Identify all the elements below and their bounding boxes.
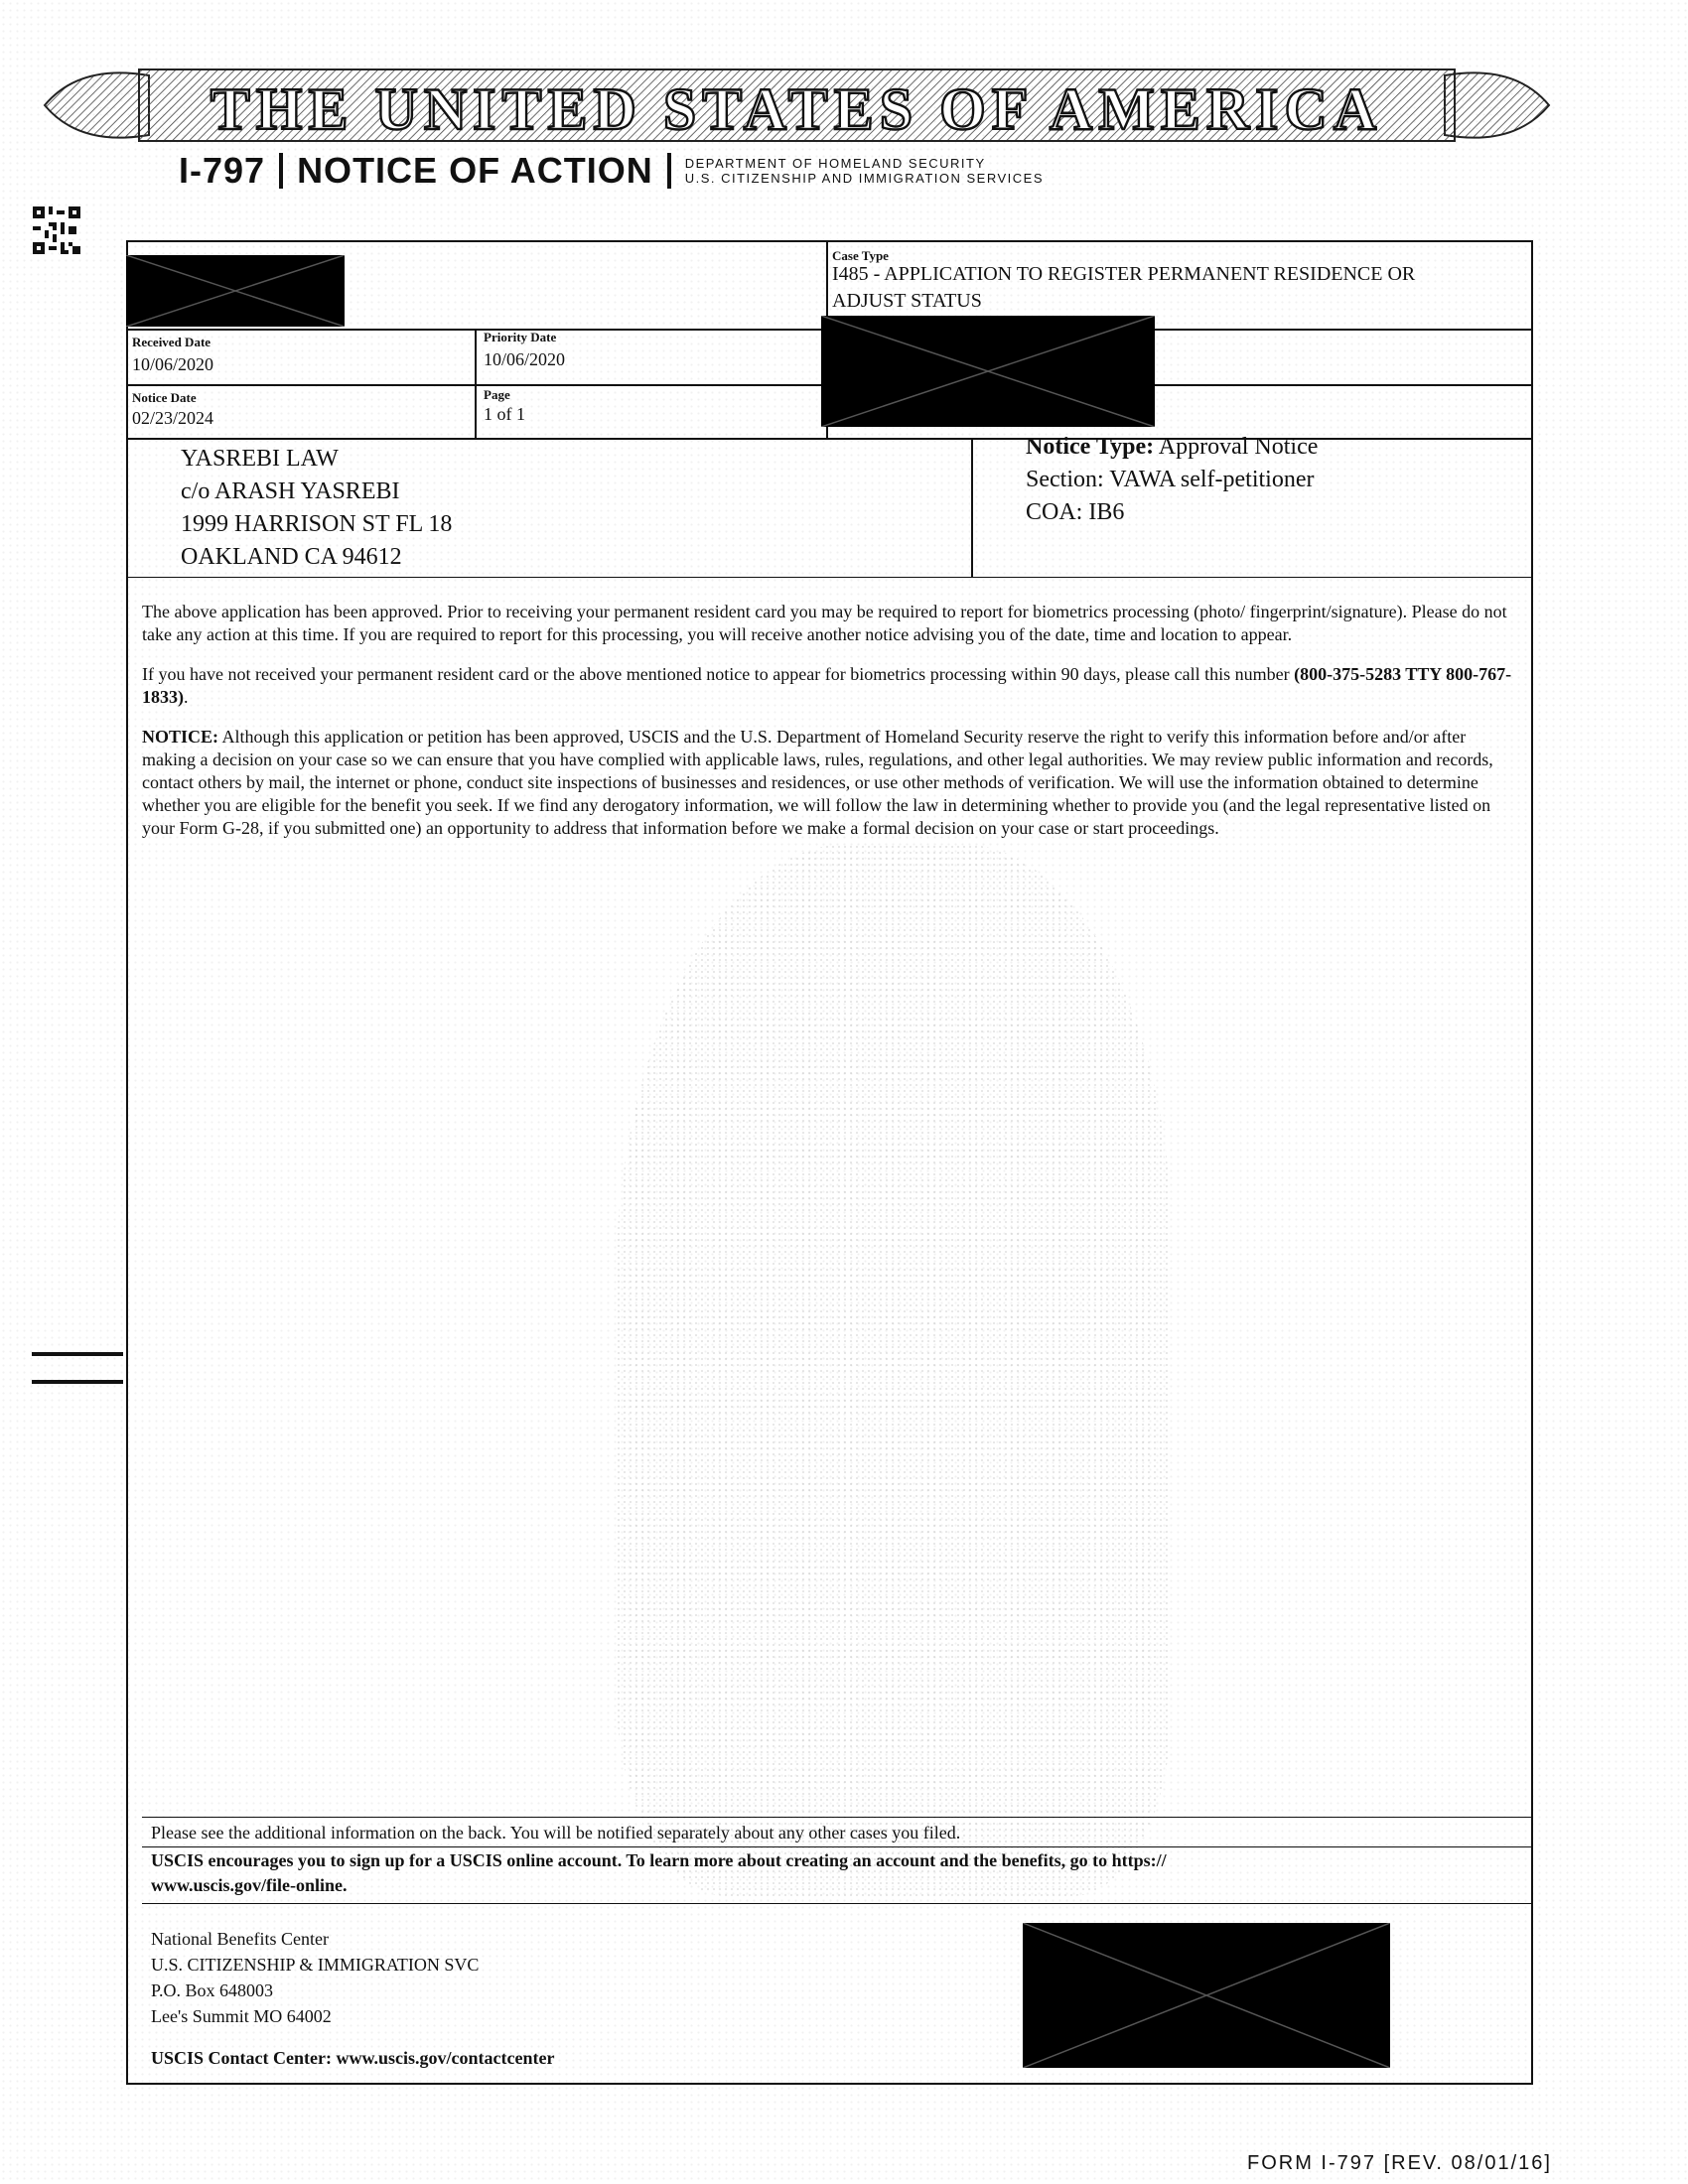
contact-paragraph [142,663,1522,709]
contact-paragraph-text: If you have not received your permanent resident card or the above mentioned notice to appear for biometrics processing within 90 days, please call this number [142,664,1295,684]
recipient-line-3: 1999 HARRISON ST FL 18 [181,511,453,537]
verification-notice-paragraph [142,726,1522,840]
banner-left-ornament [45,72,149,137]
online-account-line-1: USCIS encourages you to sign up for a USCIS online account. To learn more about creating an account and the benefits, go to https:// [151,1850,1167,1870]
redaction-cross-icon [821,316,1155,427]
recipient-line-4: OAKLAND CA 94612 [181,544,402,570]
notice-heading [179,147,1044,195]
sender-line-3: P.O. Box 648003 [151,1980,274,2000]
notice-text: Although this application or petition has been approved, USCIS and the U.S. Department of Homeland Security reserve the right to verify this information before and/or after making a decision on your case so we can ensure that you have complied with applicable laws, rules, regulations, and other legal authorities. We may review public information and records, contact others by mail, the internet or phone, conduct site inspections of businesses and residences, or use other methods of verification. We will use the information obtained to determine whether you are eligible for the benefit you seek. If we find any derogatory information, we will follow the law in determining whether to provide you (and the legal representative listed on your Form G-28, if you submitted one) an opportunity to address that information before we make a formal decision on your case or start proceedings. [142,727,1493,838]
redaction-box [821,316,1155,427]
page-cell [476,385,827,439]
sender-line-2: U.S. CITIZENSHIP & IMMIGRATION SVC [151,1955,480,1975]
page-value: 1 of 1 [484,404,525,424]
document-banner [40,54,1554,153]
back-info-text: Please see the additional information on the back. You will be notified separately about any other cases you filed. [151,1823,961,1843]
agency-name [685,156,1044,186]
contact-center-link[interactable]: USCIS Contact Center: www.uscis.gov/contactcenter [151,2048,555,2068]
recipient-address [181,443,452,574]
page-label: Page [484,387,510,402]
notice-label: NOTICE: [142,727,219,747]
heading-divider [667,153,671,189]
banner-title: THE UNITED STATES OF AMERICA [210,76,1383,142]
form-id: I-797 [179,150,266,191]
sender-line-1: National Benefits Center [151,1929,329,1949]
fold-mark [32,1380,123,1384]
barcode-icon [33,206,80,254]
recipient-line-1: YASREBI LAW [181,446,339,472]
redaction-box [126,255,345,327]
notice-of-action-title: NOTICE OF ACTION [297,150,653,191]
approval-paragraph: The above application has been approved. Prior to receiving your permanent resident card you may be required to report for biometrics processing (photo/ fingerprint/signature). Please do not take any action at this time. If you are required to report for this processing, you will receive another notice advising you of the date, time and location to appear. [142,602,1507,644]
heading-divider [279,153,283,189]
sender-line-4: Lee's Summit MO 64002 [151,2006,332,2026]
case-type-label: Case Type [832,248,889,263]
online-account-link[interactable]: www.uscis.gov/file-online. [151,1875,348,1895]
notice-body [142,601,1522,857]
contact-paragraph-end: . [184,687,189,707]
notice-type-value: Approval Notice [1158,434,1319,460]
received-date-value: 10/06/2020 [132,354,214,374]
agency-line-2: U.S. CITIZENSHIP AND IMMIGRATION SERVICES [684,171,1044,186]
redaction-box [1023,1923,1390,2068]
notice-type-label: Notice Type: [1026,434,1155,460]
coa: COA: IB6 [1026,499,1125,525]
priority-date-label: Priority Date [484,330,557,344]
contact-phone: (800-375-5283 TTY 800-767-1833) [142,664,1512,707]
section: Section: VAWA self-petitioner [1026,467,1315,492]
banner-right-ornament [1445,72,1549,137]
notice-type [1026,431,1318,464]
redaction-cross-icon [126,255,345,327]
agency-line-1: DEPARTMENT OF HOMELAND SECURITY [684,156,986,171]
redaction-cross-icon [1023,1923,1390,2068]
fold-mark [32,1352,123,1356]
priority-date-value: 10/06/2020 [484,349,566,369]
form-revision: FORM I-797 [REV. 08/01/16] [1247,2152,1552,2174]
notice-date-label: Notice Date [132,390,197,405]
case-type-value-line-2: ADJUST STATUS [832,290,982,312]
service-center-address [151,1926,479,2029]
received-date-label: Received Date [132,335,211,349]
case-type-value-line-1: I485 - APPLICATION TO REGISTER PERMANENT RESIDENCE OR [832,263,1416,285]
notice-date-value: 02/23/2024 [132,408,214,428]
recipient-line-2: c/o ARASH YASREBI [181,478,400,504]
